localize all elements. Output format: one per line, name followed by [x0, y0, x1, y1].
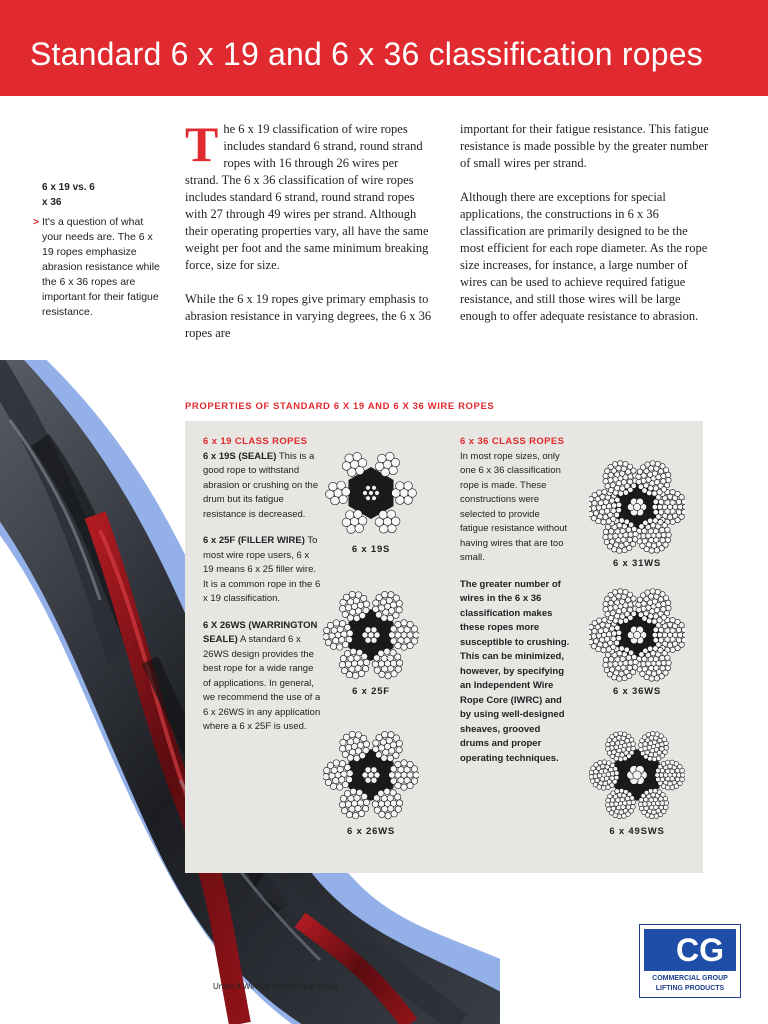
diagram-label: 6 x 19S: [351, 544, 391, 555]
diagram-label: 6 x 26WS: [346, 826, 396, 837]
cross-section-6x36ws-icon: [589, 587, 685, 683]
diagram-6x31ws: [587, 459, 687, 569]
left-panel-text: [203, 435, 321, 747]
body-column-1: [185, 116, 435, 359]
cross-section-6x25f-icon: [323, 587, 419, 683]
diagram-label: 6 x 49SWS: [609, 826, 665, 837]
logo-mark: [644, 929, 736, 971]
diagram-label: 6 x 31WS: [612, 558, 662, 569]
item1-text: This is a good rope to withstand abrasion or crushing on the drum but its fatigue resistance is decreased.: [203, 450, 319, 520]
body-column-2: [460, 121, 710, 342]
footer-brand: Union A WireCo WorldGroup Brand: [213, 982, 339, 991]
right-text-2: The greater number of wires in the 6 x 36 classification makes these ropes more susceptible to crushing. This can be minimized, however, by specifying an Independent Wire Rope Core (IWRC) and by using well-designed sheaves, grooved drums and proper operating techniques.: [460, 578, 570, 764]
col2-paragraph-1: important for their fatigue resistance. This fatigue resistance is made possible by the greater number of small wires per strand.: [460, 122, 709, 170]
sidebar-title: 6 x 19 vs. 6 x 36: [42, 182, 95, 208]
section-title: PROPERTIES OF STANDARD 6 X 19 AND 6 X 36 WIRE ROPES: [185, 401, 495, 412]
diagram-6x25f: [321, 587, 421, 697]
properties-panel: [185, 421, 703, 873]
logo-line-2: LIFTING PRODUCTS: [655, 985, 725, 992]
cross-section-6x19s-icon: [323, 445, 419, 541]
col1-paragraph-1: he 6 x 19 classification of wire ropes includes standard 6 strand, round strand ropes with 16 through 26 wires per strand. The 6 x 36 classification of wire ropes includes standard 6 strand, round strand ropes with 27 through 49 wires per strand. Although their operating properties vary, all have the same weight per foot and the same minimum breaking force, size for size.: [185, 122, 429, 272]
diagram-6x36ws: [587, 587, 687, 697]
cross-section-6x31ws-icon: [589, 459, 685, 555]
right-panel-text: [460, 435, 570, 778]
header-banner: [0, 0, 768, 96]
diagram-label: 6 x 25F: [352, 686, 390, 697]
right-panel-heading: 6 x 36 CLASS ROPES: [460, 436, 565, 447]
item3-name: 6 X 26WS (WARRINGTON SEALE): [203, 619, 318, 645]
item3-text: A standard 6 x 26WS design provides the best rope for a wide range of applications. In general, we recommend the use of a 6 x 26WS in any application where a 6 x 25F is used.: [203, 634, 321, 732]
logo-mark-text: CG: [676, 932, 724, 968]
item2-text: To most wire rope users, 6 x 19 means 6 x 25 filler wire. It is a common rope in the 6 x 19 classification.: [203, 535, 321, 604]
commercial-group-logo: [639, 924, 741, 998]
diagram-6x19s: [321, 445, 421, 555]
item2-name: 6 x 25F (FILLER WIRE): [203, 535, 305, 546]
diagram-label: 6 x 36WS: [612, 686, 662, 697]
item1-name: 6 x 19S (SEALE): [203, 450, 277, 462]
col2-paragraph-2: Although there are exceptions for special applications, the constructions in 6 x 36 classification are primarily designed to be the most efficient for each rope diameter. As the rope size increases, for instance, a large number of wires can be used to achieve required fatigue resistance, and still those wires will be large enough to offer adequate resistance to abrasion.: [460, 190, 708, 323]
logo-line-1: COMMERCIAL GROUP: [652, 975, 728, 982]
sidebar-body: It's a question of what your needs are. The 6 x 19 ropes emphasize abrasion resistance while the 6 x 36 ropes are important for their fatigue resistance.: [42, 216, 160, 318]
page-title: Standard 6 x 19 and 6 x 36 classification ropes: [30, 36, 703, 72]
cross-section-6x49sws-icon: [589, 727, 685, 823]
left-panel-heading: 6 x 19 CLASS ROPES: [203, 436, 308, 447]
right-text-1: In most rope sizes, only one 6 x 36 classification rope is made. These constructions were selected to provide fatigue resistance without having wires that are too small.: [460, 450, 568, 563]
cross-section-6x26ws-icon: [323, 727, 419, 823]
drop-cap: T: [185, 116, 219, 172]
arrow-icon: >: [33, 216, 40, 228]
sidebar-callout: [33, 180, 162, 320]
diagram-6x49sws: [587, 727, 687, 837]
col1-paragraph-2: While the 6 x 19 ropes give primary emphasis to abrasion resistance in varying degrees, the 6 x 36 ropes are: [185, 292, 432, 340]
diagram-6x26ws: [321, 727, 421, 837]
